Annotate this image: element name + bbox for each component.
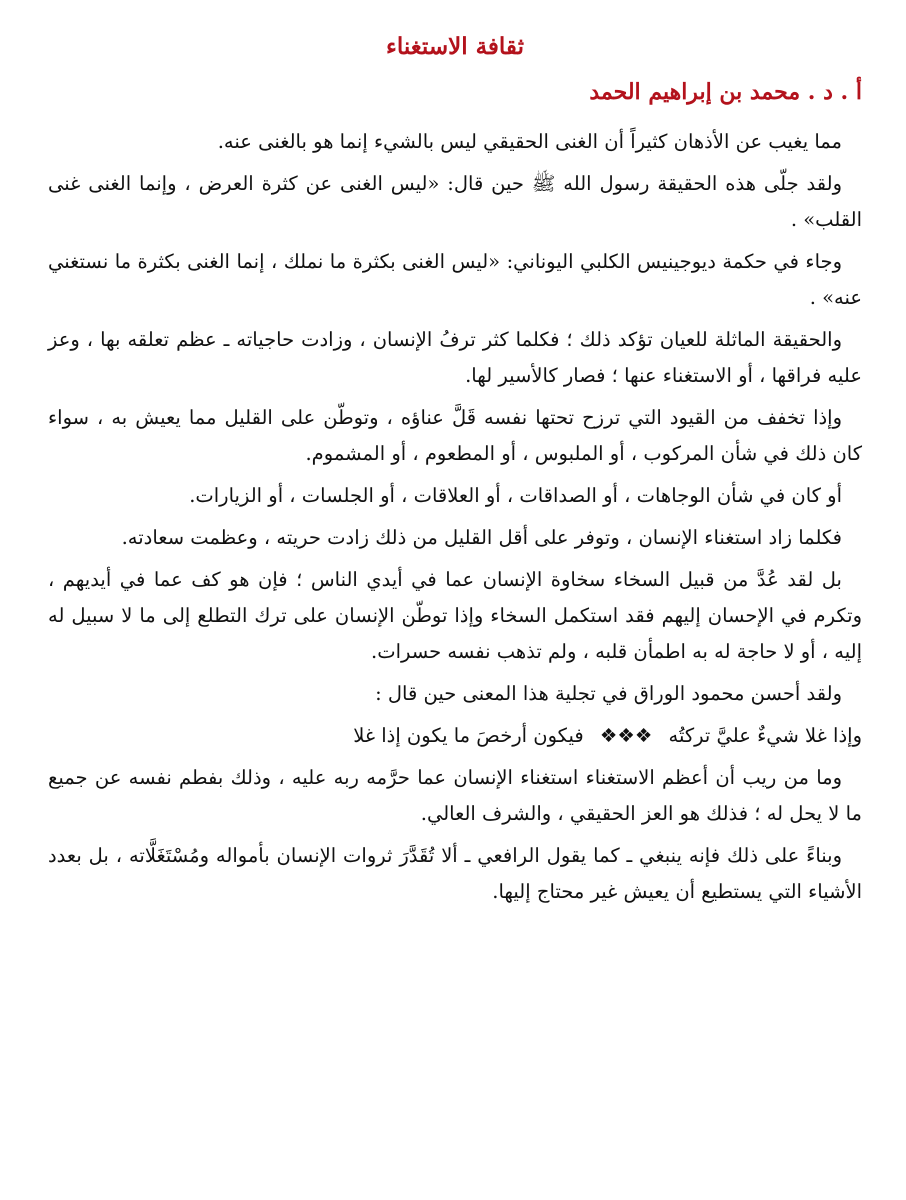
article-body: [48, 124, 862, 910]
paragraph: فكلما زاد استغناء الإنسان ، وتوفر على أقل القليل من ذلك زادت حريته ، وعظمت سعادته.: [121, 526, 842, 549]
paragraph: والحقيقة الماثلة للعيان تؤكد ذلك ؛ فكلما كثر ترفُ الإنسان ، وزادت حاجياته ـ عظم تعلقه بها ، وعز عليه فراقها ، أو الاستغناء عنها ؛ فصار كالأسير لها.: [48, 328, 862, 387]
paragraph: ولقد أحسن محمود الوراق في تجلية هذا المعنى حين قال :: [375, 682, 842, 705]
paragraph: أو كان في شأن الوجاهات ، أو الصداقات ، أو العلاقات ، أو الجلسات ، أو الزيارات.: [189, 484, 842, 507]
verse-first-hemistich: وإذا غلا شيءٌ عليَّ تركتُه: [668, 724, 862, 747]
paragraph: وإذا تخفف من القيود التي ترزح تحتها نفسه قَلَّ عناؤه ، وتوطّن على القليل مما يعيش به ، سواء كان ذلك في شأن المركوب ، أو الملبوس ، أو المطعوم ، أو المشموم.: [48, 406, 862, 465]
poem-verse: [48, 718, 862, 754]
verse-separator-icon: ❖❖❖: [599, 724, 653, 747]
paragraph: بل لقد عُدَّ من قبيل السخاء سخاوة الإنسان عما في أيدي الناس ؛ فإن هو كف عما في أيديهم ، وتكرم في الإحسان إليهم فقد استكمل السخاء وإذا توطّن الإنسان على ترك التطلع إلى ما لا سبيل له إليه ، أو لا حاجة له به اطمأن قلبه ، ولم تذهب نفسه حسرات.: [48, 568, 862, 663]
paragraph: مما يغيب عن الأذهان كثيراً أن الغنى الحقيقي ليس بالشيء إنما هو بالغنى عنه.: [217, 130, 842, 153]
paragraph: وجاء في حكمة ديوجينيس الكلبي اليوناني: «ليس الغنى بكثرة ما نملك ، إنما الغنى بكثرة ما نستغني عنه» .: [48, 250, 862, 309]
author-name: أ . د . محمد بن إبراهيم الحمد: [589, 79, 862, 105]
paragraph: ولقد جلّى هذه الحقيقة رسول الله ﷺ حين قال: «ليس الغنى عن كثرة العرض ، وإنما الغنى غنى القلب» .: [48, 172, 862, 231]
verse-second-hemistich: فيكون أرخصَ ما يكون إذا غلا: [353, 724, 584, 747]
paragraph: وما من ريب أن أعظم الاستغناء استغناء الإنسان عما حرَّمه ربه عليه ، وذلك بفطم نفسه عن جميع ما لا يحل له ؛ فذلك هو العز الحقيقي ، والشرف العالي.: [48, 766, 862, 825]
paragraph: وبناءً على ذلك فإنه ينبغي ـ كما يقول الرافعي ـ ألا تُقَدَّرَ ثروات الإنسان بأمواله ومُسْتَغَلَّاته ، بل بعدد الأشياء التي يستطيع أن يعيش غير محتاج إليها.: [48, 844, 862, 903]
article-title: ثقافة الاستغناء: [386, 33, 524, 60]
article-author: [48, 74, 862, 124]
